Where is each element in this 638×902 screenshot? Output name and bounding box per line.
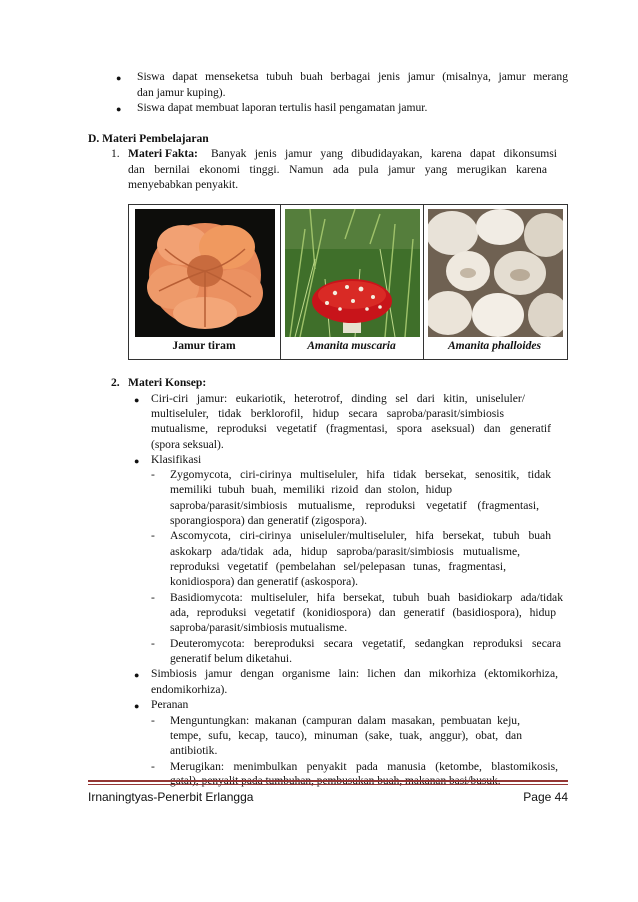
ciri-line-4: (spora seksual). [151,438,224,451]
objective-2-line-1: Siswa dapat membuat laporan tertulis hasil pengamatan jamur. [137,101,428,114]
basidiomycota-line-2: ada, reproduksi vegetatif (konidiospora) dan generatif (basidiospora), hidup [170,606,556,619]
ciri-line-3: mutualisme, reproduksi vegetatif (fragmentasi, spora aseksual) dan generatif [151,422,551,435]
footer-rule [88,784,568,785]
fakta-line-3: menyebabkan penyakit. [128,178,239,191]
dash-marker: - [151,714,155,727]
menguntungkan-line-2: tempe, sufu, kecap, tauco), minuman (sake, tuak, anggur), obat, dan [170,729,522,742]
bullet-icon: ● [134,456,140,466]
dash-marker: - [151,468,155,481]
caption-amanita-phalloides: Amanita phalloides [447,339,542,352]
dash-marker: - [151,637,155,650]
merugikan-line-1: Merugikan: menimbulkan penyakit pada manusia (ketombe, blastomikosis, [170,760,558,773]
zygomycota-line-3: saproba/parasit/simbiosis mutualisme, reproduksi vegetatif (fragmentasi, [170,499,539,512]
peranan-label: Peranan [151,698,189,711]
footer-page-number: Page 44 [523,790,568,804]
zygomycota-line-4: sporangiospora) dan generatif (zigospora). [170,514,368,527]
fakta-line-1: Banyak jenis jamur yang dibudidayakan, karena dapat dikonsumsi [211,147,557,160]
objective-1-line-1: Siswa dapat menseketsa tubuh buah berbagai jenis jamur (misalnya, jamur merang [137,70,568,83]
dash-marker: - [151,529,155,542]
ascomycota-line-3: reproduksi vegetatif (pembelahan sel/pelepasan tunas, fragmentasi, [170,560,506,573]
simbiosis-line-2: endomikorhiza). [151,683,228,696]
basidiomycota-line-1: Basidiomycota: multiseluler, hifa bersekat, tubuh buah basidiokarp ada/tidak [170,591,563,604]
simbiosis-line-1: Simbiosis jamur dengan organisme lain: lichen dan mikorhiza (ektomikorhiza, [151,667,558,680]
menguntungkan-line-3: antibiotik. [170,744,218,757]
menguntungkan-line-1: Menguntungkan: makanan (campuran dalam masakan, pembuatan keju, [170,714,520,727]
ascomycota-line-1: Ascomycota, ciri-cirinya uniseluler/multiseluler, hifa bersekat, tubuh buah [170,529,551,542]
zygomycota-line-2: memiliki tubuh buah, memiliki rizoid dan stolon, hidup [170,483,452,496]
dash-marker: - [151,760,155,773]
footer-rule [88,780,568,782]
fakta-label: Materi Fakta: [128,147,198,160]
deuteromycota-line-2: generatif belum diketahui. [170,652,293,665]
ascomycota-line-4: konidiospora) dan generatif (askospora). [170,575,359,588]
ciri-line-1: Ciri-ciri jamur: eukariotik, heterotrof, dinding sel dari kitin, uniseluler/ [151,392,525,405]
bullet-icon: ● [116,104,122,114]
white-mushrooms-image [428,209,563,337]
ciri-line-2: multiseluler, tidak berklorofil, hidup secara saproba/parasit/simbiosis [151,407,504,420]
deuteromycota-line-1: Deuteromycota: bereproduksi secara vegetatif, sedangkan reproduksi secara [170,637,561,650]
konsep-label: Materi Konsep: [128,376,207,389]
dash-marker: - [151,591,155,604]
fly-agaric-image [285,209,420,337]
mushroom-image-table [128,204,568,360]
oyster-mushroom-image [135,209,275,337]
konsep-number: 2. [111,376,120,389]
fakta-number: 1. [111,147,120,160]
image-cell-jamur-tiram [129,205,281,359]
klasifikasi-label: Klasifikasi [151,453,202,466]
footer-publisher: Irnaningtyas-Penerbit Erlangga [88,790,254,804]
section-heading: D. Materi Pembelajaran [88,132,209,145]
caption-amanita-muscaria: Amanita muscaria [307,339,396,352]
bullet-icon: ● [134,670,140,680]
image-cell-amanita-muscaria [281,205,424,359]
basidiomycota-line-3: saproba/parasit/simbiosis mutualisme. [170,621,348,634]
fakta-line-2: dan bernilai ekonomi tinggi. Namun ada pula jamur yang merugikan karena [128,163,547,176]
ascomycota-line-2: askokarp ada/tidak ada, hidup saproba/parasit/simbiosis mutualisme, [170,545,520,558]
objective-1-line-2: dan jamur kuping). [137,86,226,99]
bullet-icon: ● [134,395,140,405]
zygomycota-line-1: Zygomycota, ciri-cirinya multiseluler, hifa tidak bersekat, senositik, tidak [170,468,551,481]
bullet-icon: ● [134,701,140,711]
bullet-icon: ● [116,73,122,83]
image-cell-amanita-phalloides [424,205,567,359]
caption-jamur-tiram: Jamur tiram [172,339,236,352]
